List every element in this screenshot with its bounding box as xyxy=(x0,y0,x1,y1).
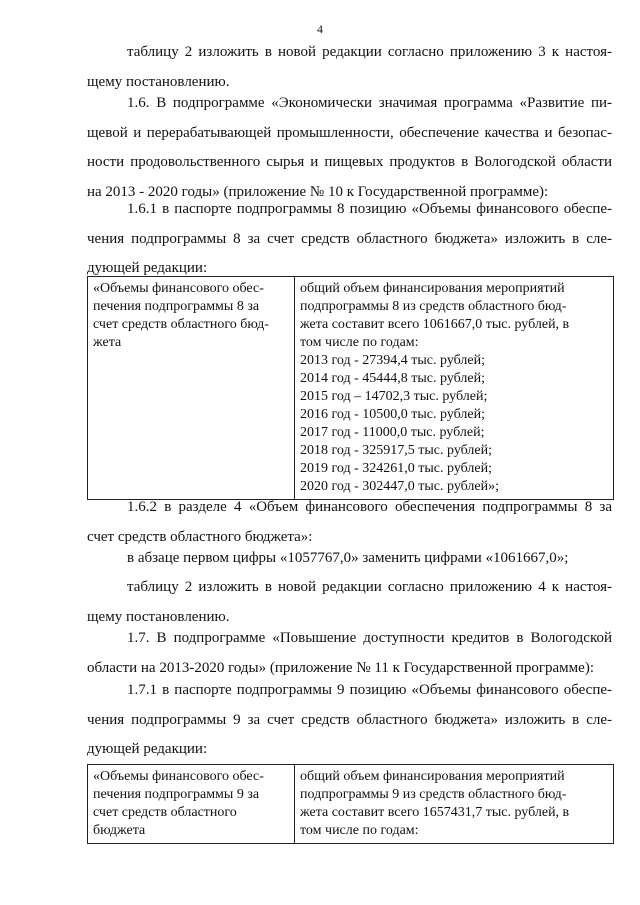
funding-label-cell xyxy=(88,277,295,500)
cell-text-line: жета составит всего 1061667,0 тыс. рублей, в xyxy=(300,317,570,332)
paragraph-p-1-7-1 xyxy=(87,676,612,765)
text-line: 1.6. В подпрограмме «Экономически значимая программа «Развитие пи- xyxy=(127,95,612,111)
cell-text-line: 2016 год - 10500,0 тыс. рублей; xyxy=(300,407,486,422)
page-number: 4 xyxy=(317,22,323,36)
cell-text-line: счет средств областного xyxy=(93,805,237,820)
cell-text-line: 2013 год - 27394,4 тыс. рублей; xyxy=(300,353,486,368)
table-subprogram-9 xyxy=(87,764,614,844)
text-line: щему постановлению. xyxy=(87,73,230,90)
cell-text-line: «Объемы финансового обес- xyxy=(93,769,264,784)
cell-text-line: бюджета xyxy=(93,823,146,838)
cell-text-line: 2015 год – 14702,3 тыс. рублей; xyxy=(300,389,488,404)
cell-text-line: общий объем финансирования мероприятий xyxy=(300,281,565,296)
text-line: таблицу 2 изложить в новой редакции согласно приложению 4 к настоя- xyxy=(127,579,612,595)
cell-text-line: печения подпрограммы 9 за xyxy=(93,787,260,802)
text-line: таблицу 2 изложить в новой редакции согласно приложению 3 к настоя- xyxy=(127,44,612,60)
text-line: 1.7. В подпрограмме «Повышение доступности кредитов в Вологодской xyxy=(127,630,612,646)
cell-text-line: «Объемы финансового обес- xyxy=(93,281,264,296)
cell-text-line: 2014 год - 45444,8 тыс. рублей; xyxy=(300,371,486,386)
cell-text-line: 2018 год - 325917,5 тыс. рублей; xyxy=(300,443,493,458)
cell-text-line: том числе по годам: xyxy=(300,823,419,838)
cell-text-line: 2019 год - 324261,0 тыс. рублей; xyxy=(300,461,493,476)
cell-text-line: жета xyxy=(93,335,122,350)
funding-label-cell xyxy=(88,765,295,844)
cell-text-line: том числе по годам: xyxy=(300,335,419,350)
text-line: ности продовольственного сырья и пищевых продуктов в Вологодской области xyxy=(87,154,612,170)
text-line: чения подпрограммы 8 за счет средств областного бюджета» изложить в сле- xyxy=(87,230,612,247)
text-line: 1.6.2 в разделе 4 «Объем финансового обеспечения подпрограммы 8 за xyxy=(127,499,612,515)
text-line: 1.6.1 в паспорте подпрограммы 8 позицию «Объемы финансового обеспе- xyxy=(127,201,612,217)
table-row xyxy=(88,277,614,500)
cell-text-line: 2017 год - 11000,0 тыс. рублей; xyxy=(300,425,485,440)
funding-value-cell xyxy=(295,765,614,844)
cell-text-line: подпрограммы 8 из средств областного бюд- xyxy=(300,299,567,314)
text-line: в абзаце первом цифры «1057767,0» заменить цифрами «1061667,0»; xyxy=(127,550,569,566)
cell-text-line: печения подпрограммы 8 за xyxy=(93,299,260,314)
text-line: области на 2013-2020 годы» (приложение № 11 к Государственной программе): xyxy=(87,659,594,676)
table-subprogram-8 xyxy=(87,276,614,500)
cell-text-line: 2020 год - 302447,0 тыс. рублей»; xyxy=(300,479,500,494)
table-row xyxy=(88,765,614,844)
text-line: счет средств областного бюджета»: xyxy=(87,528,313,545)
text-line: щевой и перерабатывающей промышленности, обеспечение качества и безопас- xyxy=(87,124,612,141)
text-line: чения подпрограммы 9 за счет средств областного бюджета» изложить в сле- xyxy=(87,711,612,728)
funding-value-cell xyxy=(295,277,614,500)
text-line: щему постановлению. xyxy=(87,608,230,625)
text-line: дующей редакции: xyxy=(87,260,208,276)
cell-text-line: общий объем финансирования мероприятий xyxy=(300,769,565,784)
paragraph-p-1-6 xyxy=(87,89,612,207)
cell-text-line: жета составит всего 1657431,7 тыс. рублей, в xyxy=(300,805,570,820)
cell-text-line: счет средств областного бюд- xyxy=(93,317,269,332)
text-line: дующей редакции: xyxy=(87,741,208,757)
text-line: 1.7.1 в паспорте подпрограммы 9 позицию «Объемы финансового обеспе- xyxy=(127,682,612,698)
cell-text-line: подпрограммы 9 из средств областного бюд- xyxy=(300,787,567,802)
paragraph-p-1-6-1 xyxy=(87,195,612,284)
paragraph-p-replace-numbers xyxy=(87,544,612,574)
text-line: на 2013 - 2020 годы» (приложение № 10 к Государственной программе): xyxy=(87,183,549,200)
paragraph-p-1-7 xyxy=(87,624,612,683)
